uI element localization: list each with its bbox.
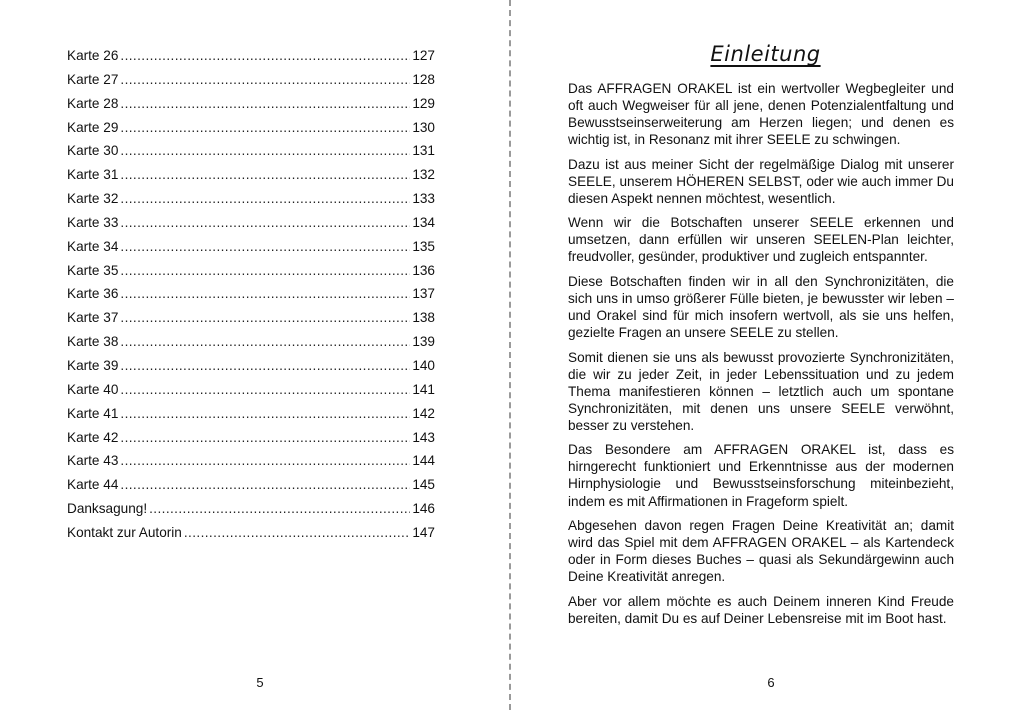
toc-entry xyxy=(67,139,435,163)
toc-entry-page: 137 xyxy=(412,286,435,302)
toc-leader-dots xyxy=(120,92,410,116)
toc-leader-dots xyxy=(120,211,410,235)
toc-entry-label: Karte 41 xyxy=(67,405,119,421)
toc-entry xyxy=(67,497,435,521)
toc-entry xyxy=(67,282,435,306)
toc-entry-page: 131 xyxy=(412,143,435,159)
toc-entry-label: Karte 44 xyxy=(67,477,119,493)
toc-leader-dots xyxy=(120,44,410,68)
toc-leader-dots xyxy=(120,449,410,473)
toc-entry xyxy=(67,163,435,187)
toc-entry xyxy=(67,306,435,330)
toc-entry-label: Karte 43 xyxy=(67,453,119,469)
toc-entry-page: 144 xyxy=(412,453,435,469)
toc-entry xyxy=(67,44,435,68)
toc-leader-dots xyxy=(120,235,410,259)
toc-entry xyxy=(67,211,435,235)
toc-leader-dots xyxy=(120,402,410,426)
toc-entry-page: 134 xyxy=(412,214,435,230)
paragraph: Das AFFRAGEN ORAKEL ist ein wertvoller Wegbegleiter und oft auch Wegweiser für all jene, denen Potenzialentfaltung und Bewusstseinserweiterung am Herzen liegen; und denen es wichtig ist, in Resonanz mit ihrer SEELE zu schwingen. xyxy=(568,81,954,148)
toc-entry-page: 136 xyxy=(412,262,435,278)
toc-entry-label: Karte 38 xyxy=(67,334,119,350)
toc-entry-label: Karte 31 xyxy=(67,167,119,183)
toc-leader-dots xyxy=(120,473,410,497)
toc-entry xyxy=(67,68,435,92)
toc-leader-dots xyxy=(149,497,410,521)
toc-entry-page: 142 xyxy=(412,405,435,421)
toc-entry-label: Karte 28 xyxy=(67,95,119,111)
toc-leader-dots xyxy=(120,330,410,354)
paragraph: Diese Botschaften finden wir in all den Synchronizitäten, die sich uns in umso größerer Fülle bieten, je bewusster wir leben – und Orakel sind für mich insofern wertvoll, als sie uns helfen, gezielte Fragen an unsere SEELE zu stellen. xyxy=(568,273,954,341)
toc-entry-page: 127 xyxy=(412,48,435,63)
chapter-heading: Einleitung xyxy=(710,42,821,66)
toc-entry-page: 147 xyxy=(412,524,435,540)
toc-entry xyxy=(67,92,435,116)
toc-entry-label: Karte 29 xyxy=(67,119,119,135)
toc-entry-label: Karte 36 xyxy=(67,286,119,302)
right-page xyxy=(511,0,1020,710)
toc-entry xyxy=(67,521,435,545)
paragraph: Das Besondere am AFFRAGEN ORAKEL ist, dass es hirngerecht funktioniert und Erkenntnisse aus der modernen Hirnphysiologie und Bewusstseinsforschung miteinbezieht, indem es mit Affirmationen in Frageform spielt. xyxy=(568,442,954,509)
toc-entry xyxy=(67,354,435,378)
toc-leader-dots xyxy=(120,259,410,283)
toc-leader-dots xyxy=(120,354,410,378)
toc-leader-dots xyxy=(120,68,410,92)
toc-entry-label: Karte 42 xyxy=(67,429,119,445)
toc-entry-label: Karte 33 xyxy=(67,214,119,230)
toc-entry-page: 129 xyxy=(412,95,435,111)
toc-entry xyxy=(67,378,435,402)
toc-entry xyxy=(67,235,435,259)
paragraph: Aber vor allem möchte es auch Deinem inneren Kind Freude bereiten, damit Du es auf Deiner Lebensreise mit im Boot hast. xyxy=(568,593,954,626)
toc-entry-label: Karte 39 xyxy=(67,357,119,373)
toc-entry-page: 141 xyxy=(412,381,435,397)
chapter-body xyxy=(568,80,954,634)
toc-entry xyxy=(67,187,435,211)
toc-leader-dots xyxy=(184,521,410,545)
toc-entry-label: Kontakt zur Autorin xyxy=(67,524,182,540)
toc-leader-dots xyxy=(120,378,410,402)
paragraph: Wenn wir die Botschaften unserer SEELE erkennen und umsetzen, dann erfüllen wir unseren SEELEN-Plan leichter, freudvoller, gesünder, produktiver und zugleich entspannter. xyxy=(568,215,954,265)
toc-entry xyxy=(67,330,435,354)
page-number: 6 xyxy=(767,675,775,690)
toc-entry-page: 132 xyxy=(412,167,435,183)
toc-entry-page: 138 xyxy=(412,310,435,326)
paragraph: Somit dienen sie uns als bewusst provozierte Synchronizitäten, die wir zu jeder Zeit, in jeder Lebenssituation und zu jedem Thema manifestieren können – letztlich auch um spontane Synchronizitäten, mit denen uns unsere SEELE verwöhnt, besser zu verstehen. xyxy=(568,349,954,433)
toc-leader-dots xyxy=(120,116,410,140)
toc-leader-dots xyxy=(120,163,410,187)
toc-entry-page: 133 xyxy=(412,191,435,207)
paragraph: Dazu ist aus meiner Sicht der regelmäßige Dialog mit unserer SEELE, unserem HÖHEREN SELBST, oder wie auch immer Du diesen Aspekt nennen möchtest, wesentlich. xyxy=(568,156,954,206)
toc-entry xyxy=(67,116,435,140)
toc-entry-label: Karte 26 xyxy=(67,48,119,63)
toc-leader-dots xyxy=(120,282,410,306)
toc-entry-page: 130 xyxy=(412,119,435,135)
toc-entry-label: Karte 35 xyxy=(67,262,119,278)
toc-entry-label: Karte 30 xyxy=(67,143,119,159)
toc-entry-label: Karte 34 xyxy=(67,238,119,254)
toc-entry-page: 135 xyxy=(412,238,435,254)
toc-entry xyxy=(67,402,435,426)
toc-entry-page: 128 xyxy=(412,71,435,87)
toc-entry-label: Danksagung! xyxy=(67,501,148,517)
page-number: 5 xyxy=(256,675,264,690)
toc-entry-label: Karte 27 xyxy=(67,71,119,87)
toc-entry xyxy=(67,473,435,497)
toc-leader-dots xyxy=(120,139,410,163)
toc-entry-label: Karte 32 xyxy=(67,191,119,207)
toc-entry xyxy=(67,426,435,450)
toc-entry-page: 140 xyxy=(412,357,435,373)
toc-entry-label: Karte 37 xyxy=(67,310,119,326)
toc-entry-page: 146 xyxy=(412,501,435,517)
toc-entry xyxy=(67,259,435,283)
toc-leader-dots xyxy=(120,306,410,330)
toc-leader-dots xyxy=(120,426,410,450)
toc-entry-page: 139 xyxy=(412,334,435,350)
toc-leader-dots xyxy=(120,187,410,211)
table-of-contents xyxy=(67,44,435,545)
toc-entry-page: 145 xyxy=(412,477,435,493)
paragraph: Abgesehen davon regen Fragen Deine Kreativität an; damit wird das Spiel mit dem AFFRAGEN ORAKEL – als Kartendeck oder in Form dieses Buches – quasi als Sekundärgewinn auch Deine Kreativität anregen. xyxy=(568,517,954,585)
toc-entry xyxy=(67,449,435,473)
toc-entry-page: 143 xyxy=(412,429,435,445)
toc-entry-label: Karte 40 xyxy=(67,381,119,397)
